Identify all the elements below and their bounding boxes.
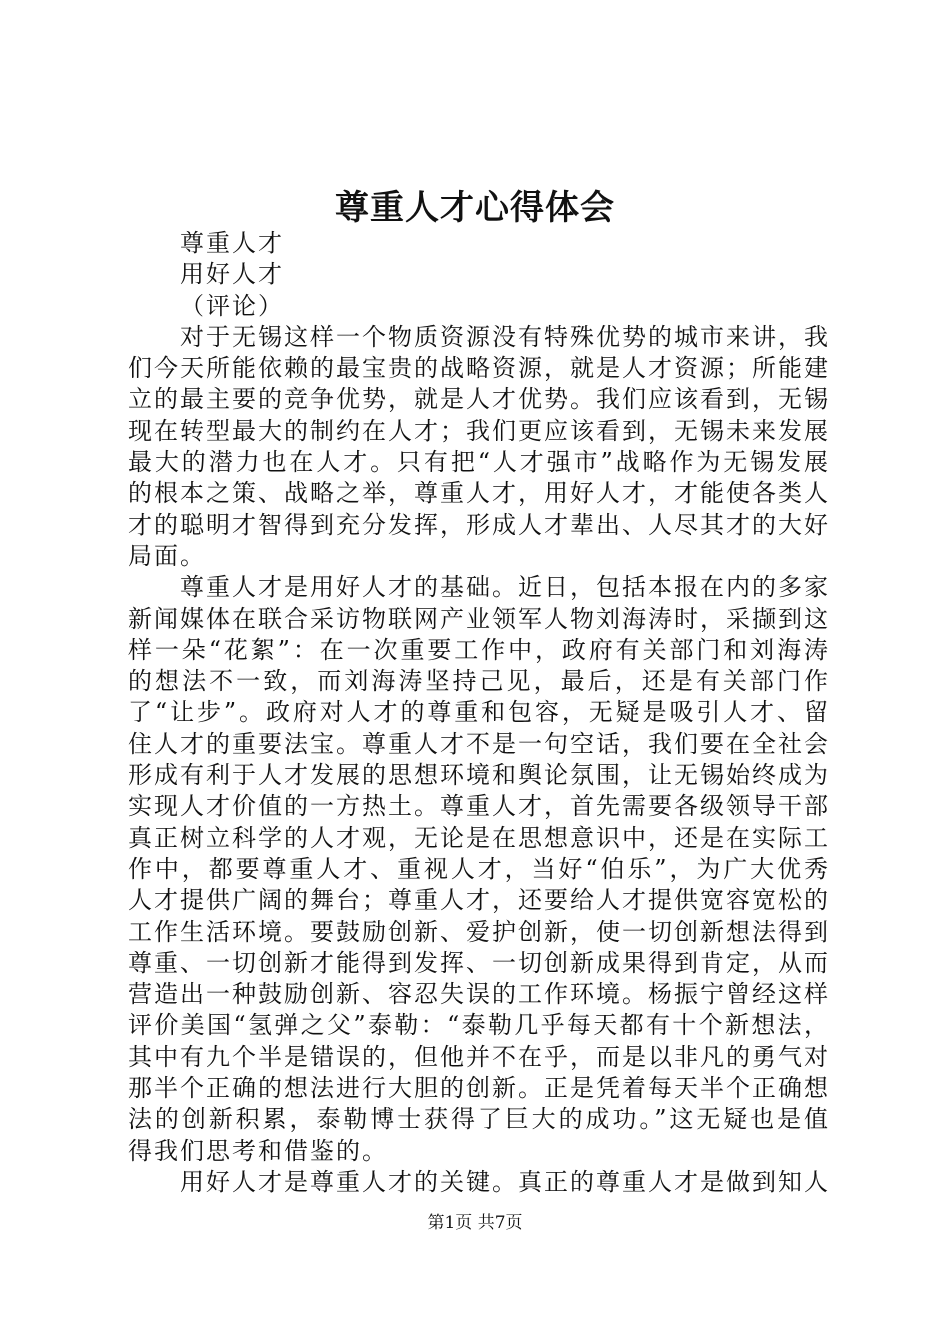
page-footer: 第1页 共7页: [427, 1213, 523, 1233]
subtitle-line-3: （评论）: [180, 291, 284, 320]
subtitle-line-2: 用好人才: [180, 260, 284, 289]
paragraph-3: 用好人才是尊重人才的关键。真正的尊重人才是做到知人: [180, 1167, 830, 1196]
document-title: 尊重人才心得体会: [335, 188, 615, 228]
paragraph-1: 对于无锡这样一个物质资源没有特殊优势的城市来讲，我们今天所能依赖的最宝贵的战略资源，就是人才资源；所能建立的最主要的竞争优势，就是人才优势。我们应该看到，无锡现在转型最大的制约在人才；我们更应该看到，无锡未来发展最大的潜力也在人才。只有把“人才强市”战略作为无锡发展的根本之策、战略之举，尊重人才，用好人才，才能使各类人才的聪明才智得到充分发挥，形成人才辈出、人尽其才的大好局面。: [128, 322, 830, 570]
document-body: [128, 228, 830, 1198]
paragraph-2: 尊重人才是用好人才的基础。近日，包括本报在内的多家新闻媒体在联合采访物联网产业领军人物刘海涛时，采撷到这样一朵“花絮”：在一次重要工作中，政府有关部门和刘海涛的想法不一致，而刘海涛坚持己见，最后，还是有关部门作了“让步”。政府对人才的尊重和包容，无疑是吸引人才、留住人才的重要法宝。尊重人才不是一句空话，我们要在全社会形成有利于人才发展的思想环境和舆论氛围，让无锡始终成为实现人才价值的一方热土。尊重人才，首先需要各级领导干部真正树立科学的人才观，无论是在思想意识中，还是在实际工作中，都要尊重人才、重视人才，当好“伯乐”，为广大优秀人才提供广阔的舞台；尊重人才，还要给人才提供宽容宽松的工作生活环境。要鼓励创新、爱护创新，使一切创新想法得到尊重、一切创新才能得到发挥、一切创新成果得到肯定，从而营造出一种鼓励创新、容忍失误的工作环境。杨振宁曾经这样评价美国“氢弹之父”泰勒：“泰勒几乎每天都有十个新想法，其中有九个半是错误的，但他并不在乎，而是以非凡的勇气对那半个正确的想法进行大胆的创新。正是凭着每天半个正确想法的创新积累，泰勒博士获得了巨大的成功。”这无疑也是值得我们思考和借鉴的。: [128, 573, 830, 1165]
subtitle-line-1: 尊重人才: [180, 229, 284, 257]
